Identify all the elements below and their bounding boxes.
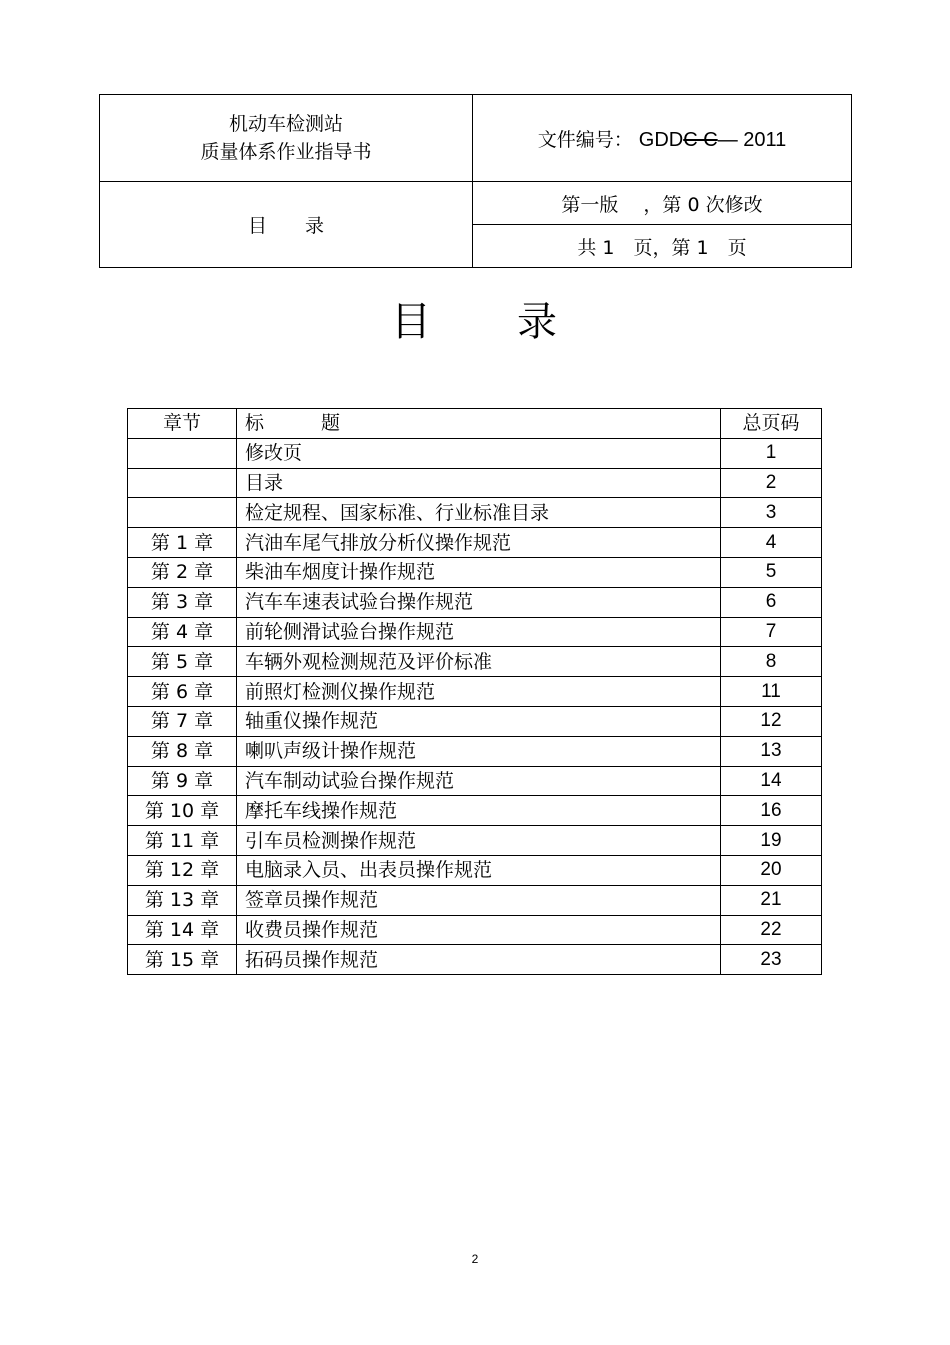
toc-title: 签章员操作规范 xyxy=(237,885,721,915)
document-number-label: 文件编号： xyxy=(537,128,633,151)
toc-page: 4 xyxy=(721,528,822,558)
page-title xyxy=(0,290,950,347)
toc-page: 20 xyxy=(721,855,822,885)
toc-header-row xyxy=(128,409,822,439)
table-row xyxy=(128,736,822,766)
toc-title: 收费员操作规范 xyxy=(237,915,721,945)
toc-page: 6 xyxy=(721,587,822,617)
table-row xyxy=(128,766,822,796)
toc-title: 汽油车尾气排放分析仪操作规范 xyxy=(237,528,721,558)
page-info-cell xyxy=(473,225,852,268)
table-row xyxy=(128,557,822,587)
table-row xyxy=(128,915,822,945)
table-row xyxy=(128,677,822,707)
toc-chapter: 第 2 章 xyxy=(128,557,237,587)
toc-chapter: 第 3 章 xyxy=(128,587,237,617)
table-row xyxy=(128,706,822,736)
version-cell xyxy=(473,182,852,225)
toc-page: 3 xyxy=(721,498,822,528)
table-row xyxy=(128,885,822,915)
page-number: 2 xyxy=(471,1252,479,1266)
toc-title: 车辆外观检测规范及评价标准 xyxy=(237,647,721,677)
toc-page: 7 xyxy=(721,617,822,647)
table-row xyxy=(128,647,822,677)
toc-title: 拓码员操作规范 xyxy=(237,945,721,975)
toc-chapter: 第 11 章 xyxy=(128,826,237,856)
toc-page: 12 xyxy=(721,706,822,736)
toc-title: 喇叭声级计操作规范 xyxy=(237,736,721,766)
toc-title: 目录 xyxy=(237,468,721,498)
toc-chapter: 第 6 章 xyxy=(128,677,237,707)
toc-title: 修改页 xyxy=(237,438,721,468)
toc-title: 前照灯检测仪操作规范 xyxy=(237,677,721,707)
toc-page: 13 xyxy=(721,736,822,766)
toc-page: 2 xyxy=(721,468,822,498)
page-info: 共 1 页，第 1 页 xyxy=(577,236,747,259)
toc-page: 21 xyxy=(721,885,822,915)
toc-chapter: 第 12 章 xyxy=(128,855,237,885)
toc-page: 22 xyxy=(721,915,822,945)
toc-title: 汽车车速表试验台操作规范 xyxy=(237,587,721,617)
toc-header-chapter: 章节 xyxy=(128,409,237,439)
section-name: 目 录 xyxy=(247,215,324,237)
toc-title: 轴重仪操作规范 xyxy=(237,706,721,736)
toc-page: 11 xyxy=(721,677,822,707)
toc-header-title: 标 题 xyxy=(237,409,721,439)
toc-chapter: 第 5 章 xyxy=(128,647,237,677)
toc-chapter: 第 13 章 xyxy=(128,885,237,915)
toc-title: 摩托车线操作规范 xyxy=(237,796,721,826)
toc-chapter: 第 10 章 xyxy=(128,796,237,826)
toc-chapter: 第 7 章 xyxy=(128,706,237,736)
table-row xyxy=(128,945,822,975)
toc-page: 19 xyxy=(721,826,822,856)
table-row xyxy=(128,468,822,498)
document-code-year: — 2011 xyxy=(717,128,787,151)
toc-page: 16 xyxy=(721,796,822,826)
table-row xyxy=(128,826,822,856)
page-title-text: 目 录 xyxy=(391,299,559,345)
document-header xyxy=(99,94,852,268)
toc-chapter xyxy=(128,498,237,528)
toc-chapter xyxy=(128,438,237,468)
toc-page: 8 xyxy=(721,647,822,677)
table-row xyxy=(128,796,822,826)
toc-chapter: 第 8 章 xyxy=(128,736,237,766)
table-row xyxy=(128,438,822,468)
toc-title: 检定规程、国家标准、行业标准目录 xyxy=(237,498,721,528)
section-cell xyxy=(100,182,473,268)
document-code-prefix: GDD xyxy=(638,128,684,151)
toc-title: 柴油车烟度计操作规范 xyxy=(237,557,721,587)
toc-chapter: 第 1 章 xyxy=(128,528,237,558)
toc-chapter: 第 15 章 xyxy=(128,945,237,975)
version-info: 第一版 ，第 0 次修改 xyxy=(561,193,763,216)
toc-chapter: 第 4 章 xyxy=(128,617,237,647)
toc-title: 前轮侧滑试验台操作规范 xyxy=(237,617,721,647)
document-code-struck: C C xyxy=(683,128,718,151)
toc-chapter: 第 9 章 xyxy=(128,766,237,796)
toc-page: 1 xyxy=(721,438,822,468)
table-row xyxy=(128,587,822,617)
table-of-contents xyxy=(127,408,822,975)
toc-page: 23 xyxy=(721,945,822,975)
toc-body xyxy=(128,438,822,974)
organization-cell xyxy=(100,95,473,182)
toc-chapter: 第 14 章 xyxy=(128,915,237,945)
toc-title: 汽车制动试验台操作规范 xyxy=(237,766,721,796)
toc-title: 电脑录入员、出表员操作规范 xyxy=(237,855,721,885)
document-type: 质量体系作业指导书 xyxy=(200,141,372,163)
document-number-cell xyxy=(473,95,852,182)
toc-page: 14 xyxy=(721,766,822,796)
table-row xyxy=(128,617,822,647)
toc-page: 5 xyxy=(721,557,822,587)
table-row xyxy=(128,855,822,885)
table-row xyxy=(128,528,822,558)
toc-header-page: 总页码 xyxy=(721,409,822,439)
toc-chapter xyxy=(128,468,237,498)
toc-title: 引车员检测操作规范 xyxy=(237,826,721,856)
organization-name: 机动车检测站 xyxy=(228,113,343,135)
table-row xyxy=(128,498,822,528)
